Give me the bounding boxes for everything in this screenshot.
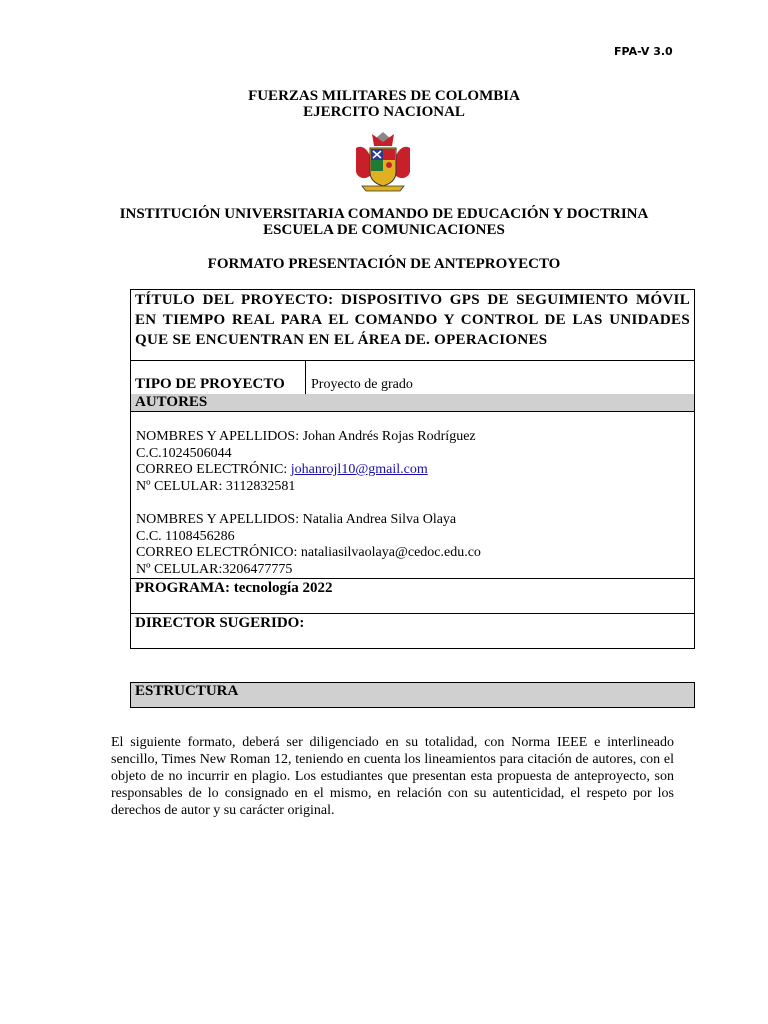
org-line-1: FUERZAS MILITARES DE COLOMBIA [248,88,520,104]
author-phone: Nº CELULAR: 3112832581 [136,478,296,494]
program-row [130,578,695,614]
instructions-paragraph: El siguiente formato, deberá ser diligenciado en su totalidad, con Norma IEEE e interlineado sencillo, Times New Roman 12, teniendo en cuenta los lineamientos para citación de autores, con el objeto de no incurrir en plagio. Los estudiantes que presentan esta propuesta de anteproyecto, son responsables de lo consignado en el mismo, en relación con su autenticidad, el respeto por los derechos de autor y su carácter original. [111,735,674,818]
project-type-label: TIPO DE PROYECTO [135,376,285,392]
author-email-line [136,462,476,479]
director-row [130,613,695,649]
org-line-2: EJERCITO NACIONAL [303,104,465,120]
author-email-link[interactable]: johanrojl10@gmail.com [290,462,428,478]
cell-divider [305,361,306,395]
author-email: nataliasilvaolaya@cedoc.edu.co [300,545,481,561]
authors-cell [130,411,695,579]
author-email-line [136,545,481,562]
institution-line-1: INSTITUCIÓN UNIVERSITARIA COMANDO DE EDUCACIÓN Y DOCTRINA [119,206,649,222]
director-label: DIRECTOR SUGERIDO: [135,615,305,631]
structure-header [130,682,695,708]
version-code: FPA-V 3.0 [614,45,673,58]
author-email-label: CORREO ELECTRÓNICO: [136,545,301,561]
author-email-label: CORREO ELECTRÓNIC: [136,462,291,478]
authors-header [130,394,695,412]
project-title-cell: TÍTULO DEL PROYECTO: DISPOSITIVO GPS DE SEGUIMIENTO MÓVIL EN TIEMPO REAL PARA EL COMANDO Y CONTROL DE LAS UNIDADES QUE SE ENCUENTRAN EN EL ÁREA DE. OPERACIONES [130,289,695,361]
authors-label: AUTORES [135,394,208,410]
program-label: PROGRAMA: tecnología 2022 [135,580,333,596]
structure-label: ESTRUCTURA [135,683,239,699]
form-title: FORMATO PRESENTACIÓN DE ANTEPROYECTO [207,256,561,272]
author-block [136,512,481,578]
author-name: NOMBRES Y APELLIDOS: Natalia Andrea Silva Olaya [136,512,457,527]
institution-line-2: ESCUELA DE COMUNICACIONES [263,222,505,238]
project-type-value: Proyecto de grado [311,377,413,392]
author-name: NOMBRES Y APELLIDOS: Johan Andrés Rojas Rodríguez [136,429,476,444]
author-id: C.C.1024506044 [136,445,232,461]
author-phone: Nº CELULAR:3206477775 [136,561,293,577]
author-block [136,429,476,495]
project-type-row [130,361,695,395]
author-id: C.C. 1108456286 [136,528,235,544]
army-crest-icon [352,130,414,194]
